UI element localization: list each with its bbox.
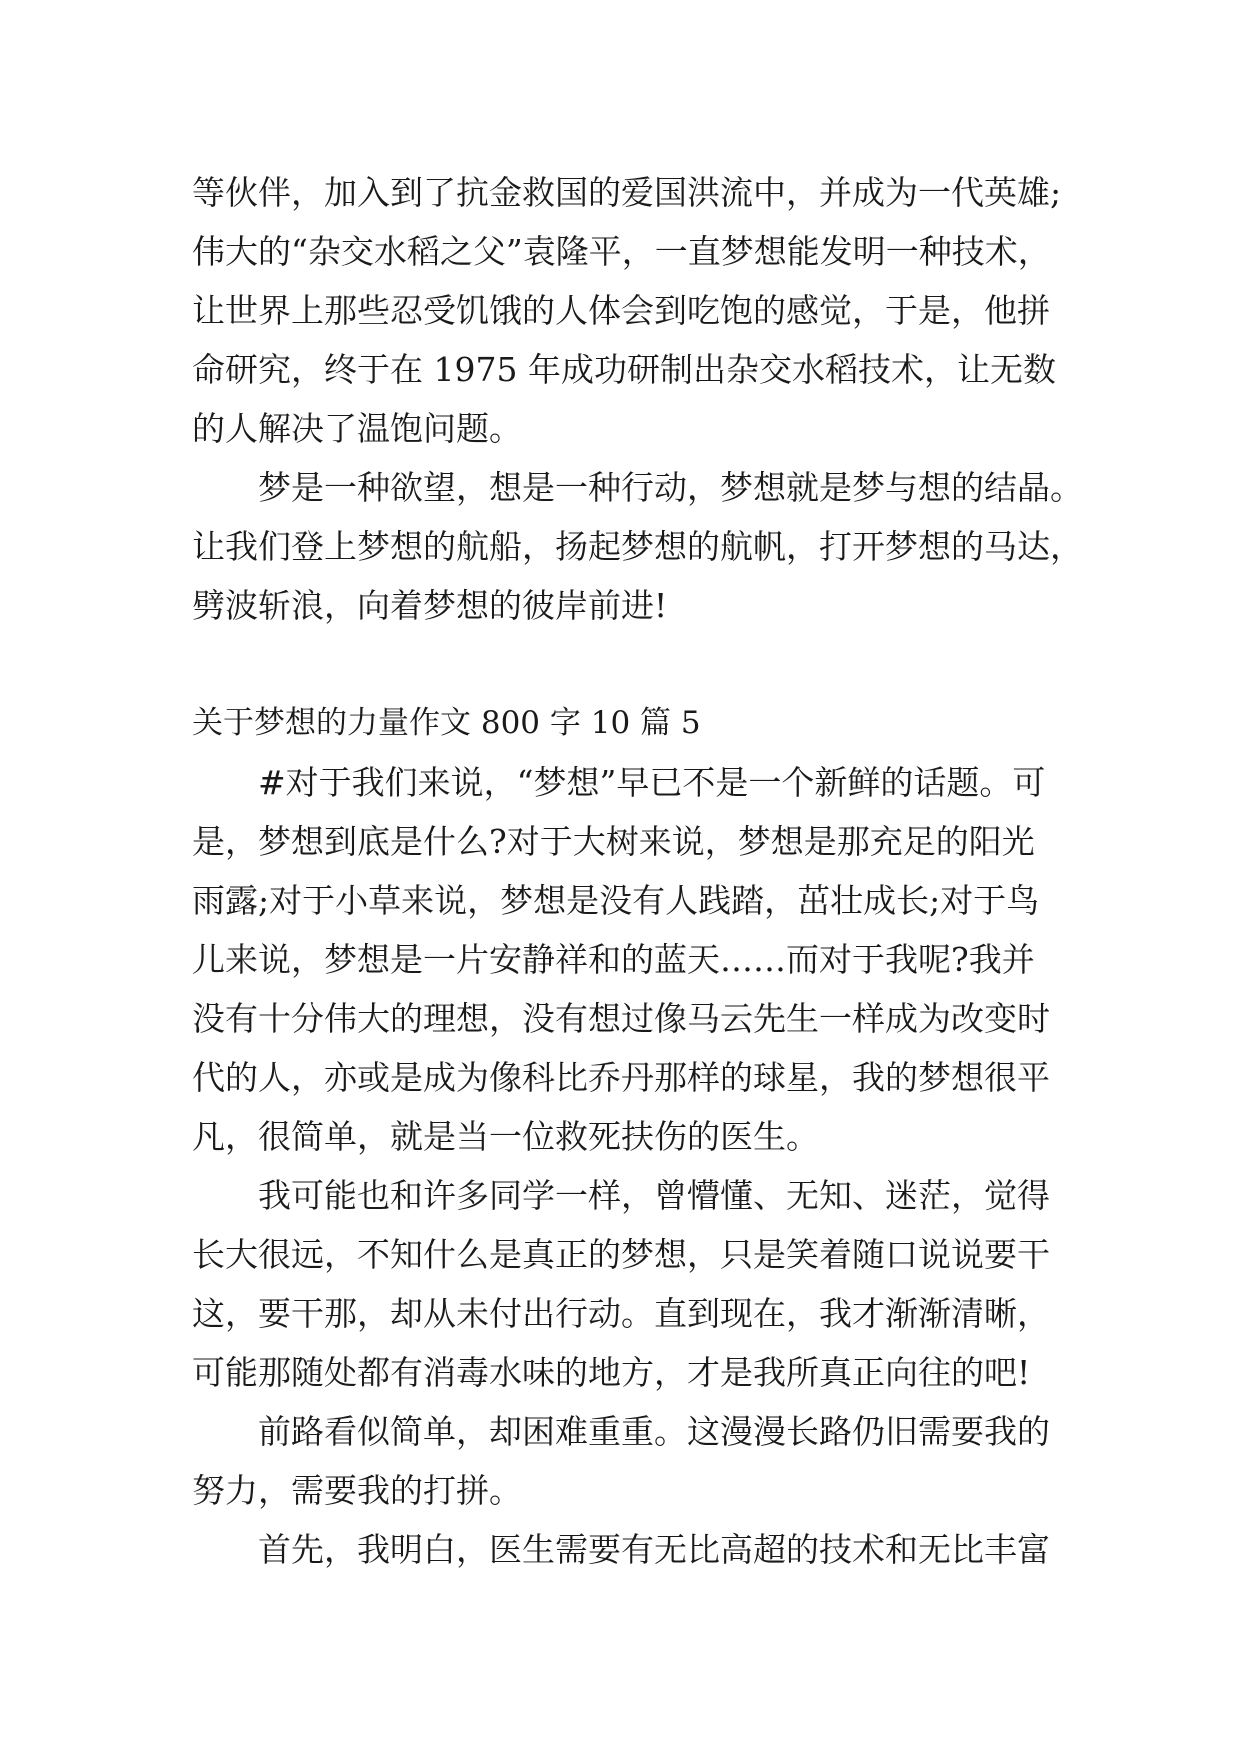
text-line: 伟大的“杂交水稻之父”袁隆平，一直梦想能发明一种技术，	[192, 232, 1051, 271]
text-line: 让世界上那些忍受饥饿的人体会到吃饱的感觉，于是，他拼	[192, 291, 1050, 330]
text-line: 是，梦想到底是什么?对于大树来说，梦想是那充足的阳光	[192, 822, 1035, 861]
text-line: 没有十分伟大的理想，没有想过像马云先生一样成为改变时	[192, 999, 1050, 1038]
text-line: 这，要干那，却从未付出行动。直到现在，我才渐渐清晰，	[192, 1294, 1050, 1333]
text-line: 命研究，终于在 1975 年成功研制出杂交水稻技术，让无数	[192, 350, 1056, 389]
paragraph	[192, 163, 1060, 458]
paragraph	[192, 1402, 1060, 1520]
text-line: 前路看似简单，却困难重重。这漫漫长路仍旧需要我的	[258, 1412, 1050, 1451]
paragraph	[192, 753, 1060, 1166]
text-line: 长大很远，不知什么是真正的梦想，只是笑着随口说说要干	[192, 1235, 1050, 1274]
text-line: 雨露;对于小草来说，梦想是没有人践踏，茁壮成长;对于鸟	[192, 881, 1040, 920]
paragraph-spacer	[192, 635, 1060, 694]
paragraph	[192, 1166, 1060, 1402]
section-heading: 关于梦想的力量作文 800 字 10 篇 5	[192, 705, 701, 741]
text-line: 凡，很简单，就是当一位救死扶伤的医生。	[192, 1117, 819, 1156]
paragraph	[192, 1520, 1060, 1579]
text-line: 努力，需要我的打拼。	[192, 1471, 522, 1510]
text-line: 的人解决了温饱问题。	[192, 409, 522, 448]
text-line: 可能那随处都有消毒水味的地方，才是我所真正向往的吧!	[192, 1353, 1031, 1392]
text-line: 首先，我明白，医生需要有无比高超的技术和无比丰富	[258, 1530, 1050, 1569]
text-line: 劈波斩浪，向着梦想的彼岸前进!	[192, 586, 668, 625]
text-line: 让我们登上梦想的航船，扬起梦想的航帆，打开梦想的马达，	[192, 527, 1083, 566]
text-line: 代的人，亦或是成为像科比乔丹那样的球星，我的梦想很平	[192, 1058, 1050, 1097]
text-line: 儿来说，梦想是一片安静祥和的蓝天……而对于我呢?我并	[192, 940, 1035, 979]
text-line: #对于我们来说，“梦想”早已不是一个新鲜的话题。可	[258, 763, 1046, 802]
text-line: 梦是一种欲望，想是一种行动，梦想就是梦与想的结晶。	[258, 468, 1083, 507]
text-line: 我可能也和许多同学一样，曾懵懂、无知、迷茫，觉得	[258, 1176, 1050, 1215]
text-line: 等伙伴，加入到了抗金救国的爱国洪流中，并成为一代英雄;	[192, 173, 1062, 212]
paragraph	[192, 458, 1083, 635]
document-body	[192, 163, 1083, 1579]
